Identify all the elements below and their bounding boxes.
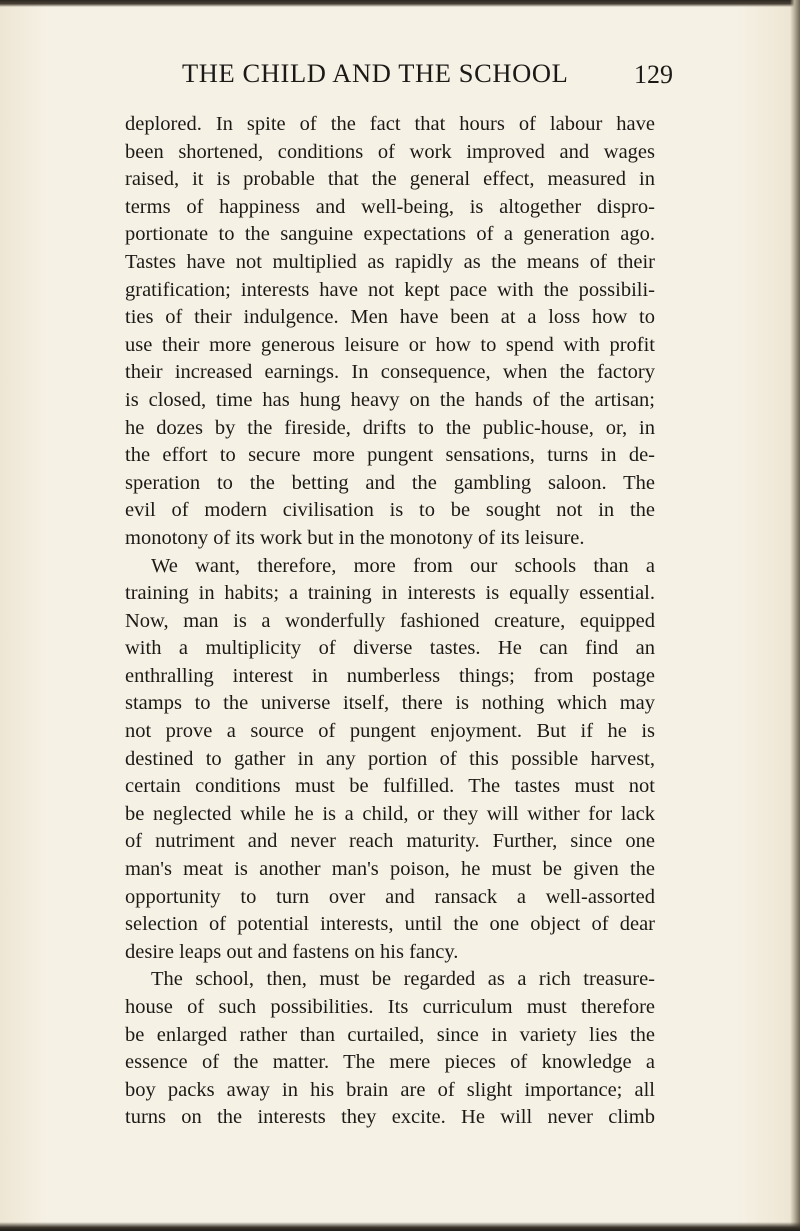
text-line: of nutriment and never reach maturity. Further, since one <box>125 830 655 853</box>
text-line: been shortened, conditions of work improved and wages <box>125 140 655 163</box>
text-line: ties of their indulgence. Men have been at a loss how to <box>125 306 655 329</box>
text-line: monotony of its work but in the monotony of its leisure. <box>125 526 585 549</box>
text-line: be enlarged rather than curtailed, since in variety lies the <box>125 1023 655 1046</box>
text-line: their increased earnings. In consequence, when the factory <box>125 361 655 384</box>
body-text <box>125 111 655 1132</box>
paragraph <box>125 553 655 967</box>
text-line: with a multiplicity of diverse tastes. He can find an <box>125 637 655 660</box>
text-line: stamps to the universe itself, there is nothing which may <box>125 692 655 715</box>
text-line: enthralling interest in numberless things; from postage <box>125 664 655 687</box>
text-line: Now, man is a wonderfully fashioned creature, equipped <box>125 609 655 632</box>
page-header <box>182 58 682 98</box>
text-line: deplored. In spite of the fact that hours of labour have <box>125 113 655 135</box>
text-line: terms of happiness and well-being, is altogether dispro- <box>125 195 655 218</box>
text-line: destined to gather in any portion of this possible harvest, <box>125 747 655 770</box>
text-line: training in habits; a training in interests is equally essential. <box>125 582 655 605</box>
text-line: use their more generous leisure or how to spend with profit <box>125 333 655 356</box>
text-line: essence of the matter. The mere pieces of knowledge a <box>125 1051 655 1074</box>
page-right-edge <box>790 0 800 1231</box>
text-line: he dozes by the fireside, drifts to the public-house, or, in <box>125 416 655 439</box>
page-number: 129 <box>634 60 673 89</box>
text-line: raised, it is probable that the general effect, measured in <box>125 168 655 191</box>
text-line: is closed, time has hung heavy on the hands of the artisan; <box>125 388 655 411</box>
text-line: selection of potential interests, until the one object of dear <box>125 913 655 936</box>
text-line: portionate to the sanguine expectations of a generation ago. <box>125 223 655 246</box>
page-top-shadow <box>0 0 800 7</box>
text-line: turns on the interests they excite. He will never climb <box>125 1106 655 1129</box>
text-line: be neglected while he is a child, or they will wither for lack <box>125 802 655 825</box>
text-line: certain conditions must be fulfilled. The tastes must not <box>125 775 655 798</box>
running-head: THE CHILD AND THE SCHOOL <box>182 58 569 88</box>
text-line: We want, therefore, more from our schools than a <box>151 554 655 577</box>
page-bottom-shadow <box>0 1222 800 1231</box>
text-line: not prove a source of pungent enjoyment. But if he is <box>125 720 655 743</box>
text-line: boy packs away in his brain are of slight importance; all <box>125 1078 655 1101</box>
text-line: gratification; interests have not kept pace with the possibili- <box>125 278 655 301</box>
text-line: house of such possibilities. Its curriculum must therefore <box>125 996 655 1018</box>
text-line: desire leaps out and fastens on his fancy. <box>125 940 459 963</box>
text-line: opportunity to turn over and ransack a well-assorted <box>125 885 655 908</box>
text-line: The school, then, must be regarded as a rich treasure- <box>151 968 655 991</box>
paragraph <box>125 111 655 553</box>
paragraph <box>125 966 655 1132</box>
text-line: Tastes have not multiplied as rapidly as the means of their <box>125 250 655 273</box>
text-line: evil of modern civilisation is to be sought not in the <box>125 499 655 522</box>
text-line: man's meat is another man's poison, he must be given the <box>125 858 655 881</box>
text-line: speration to the betting and the gambling saloon. The <box>125 471 655 494</box>
text-line: the effort to secure more pungent sensations, turns in de- <box>125 444 655 467</box>
